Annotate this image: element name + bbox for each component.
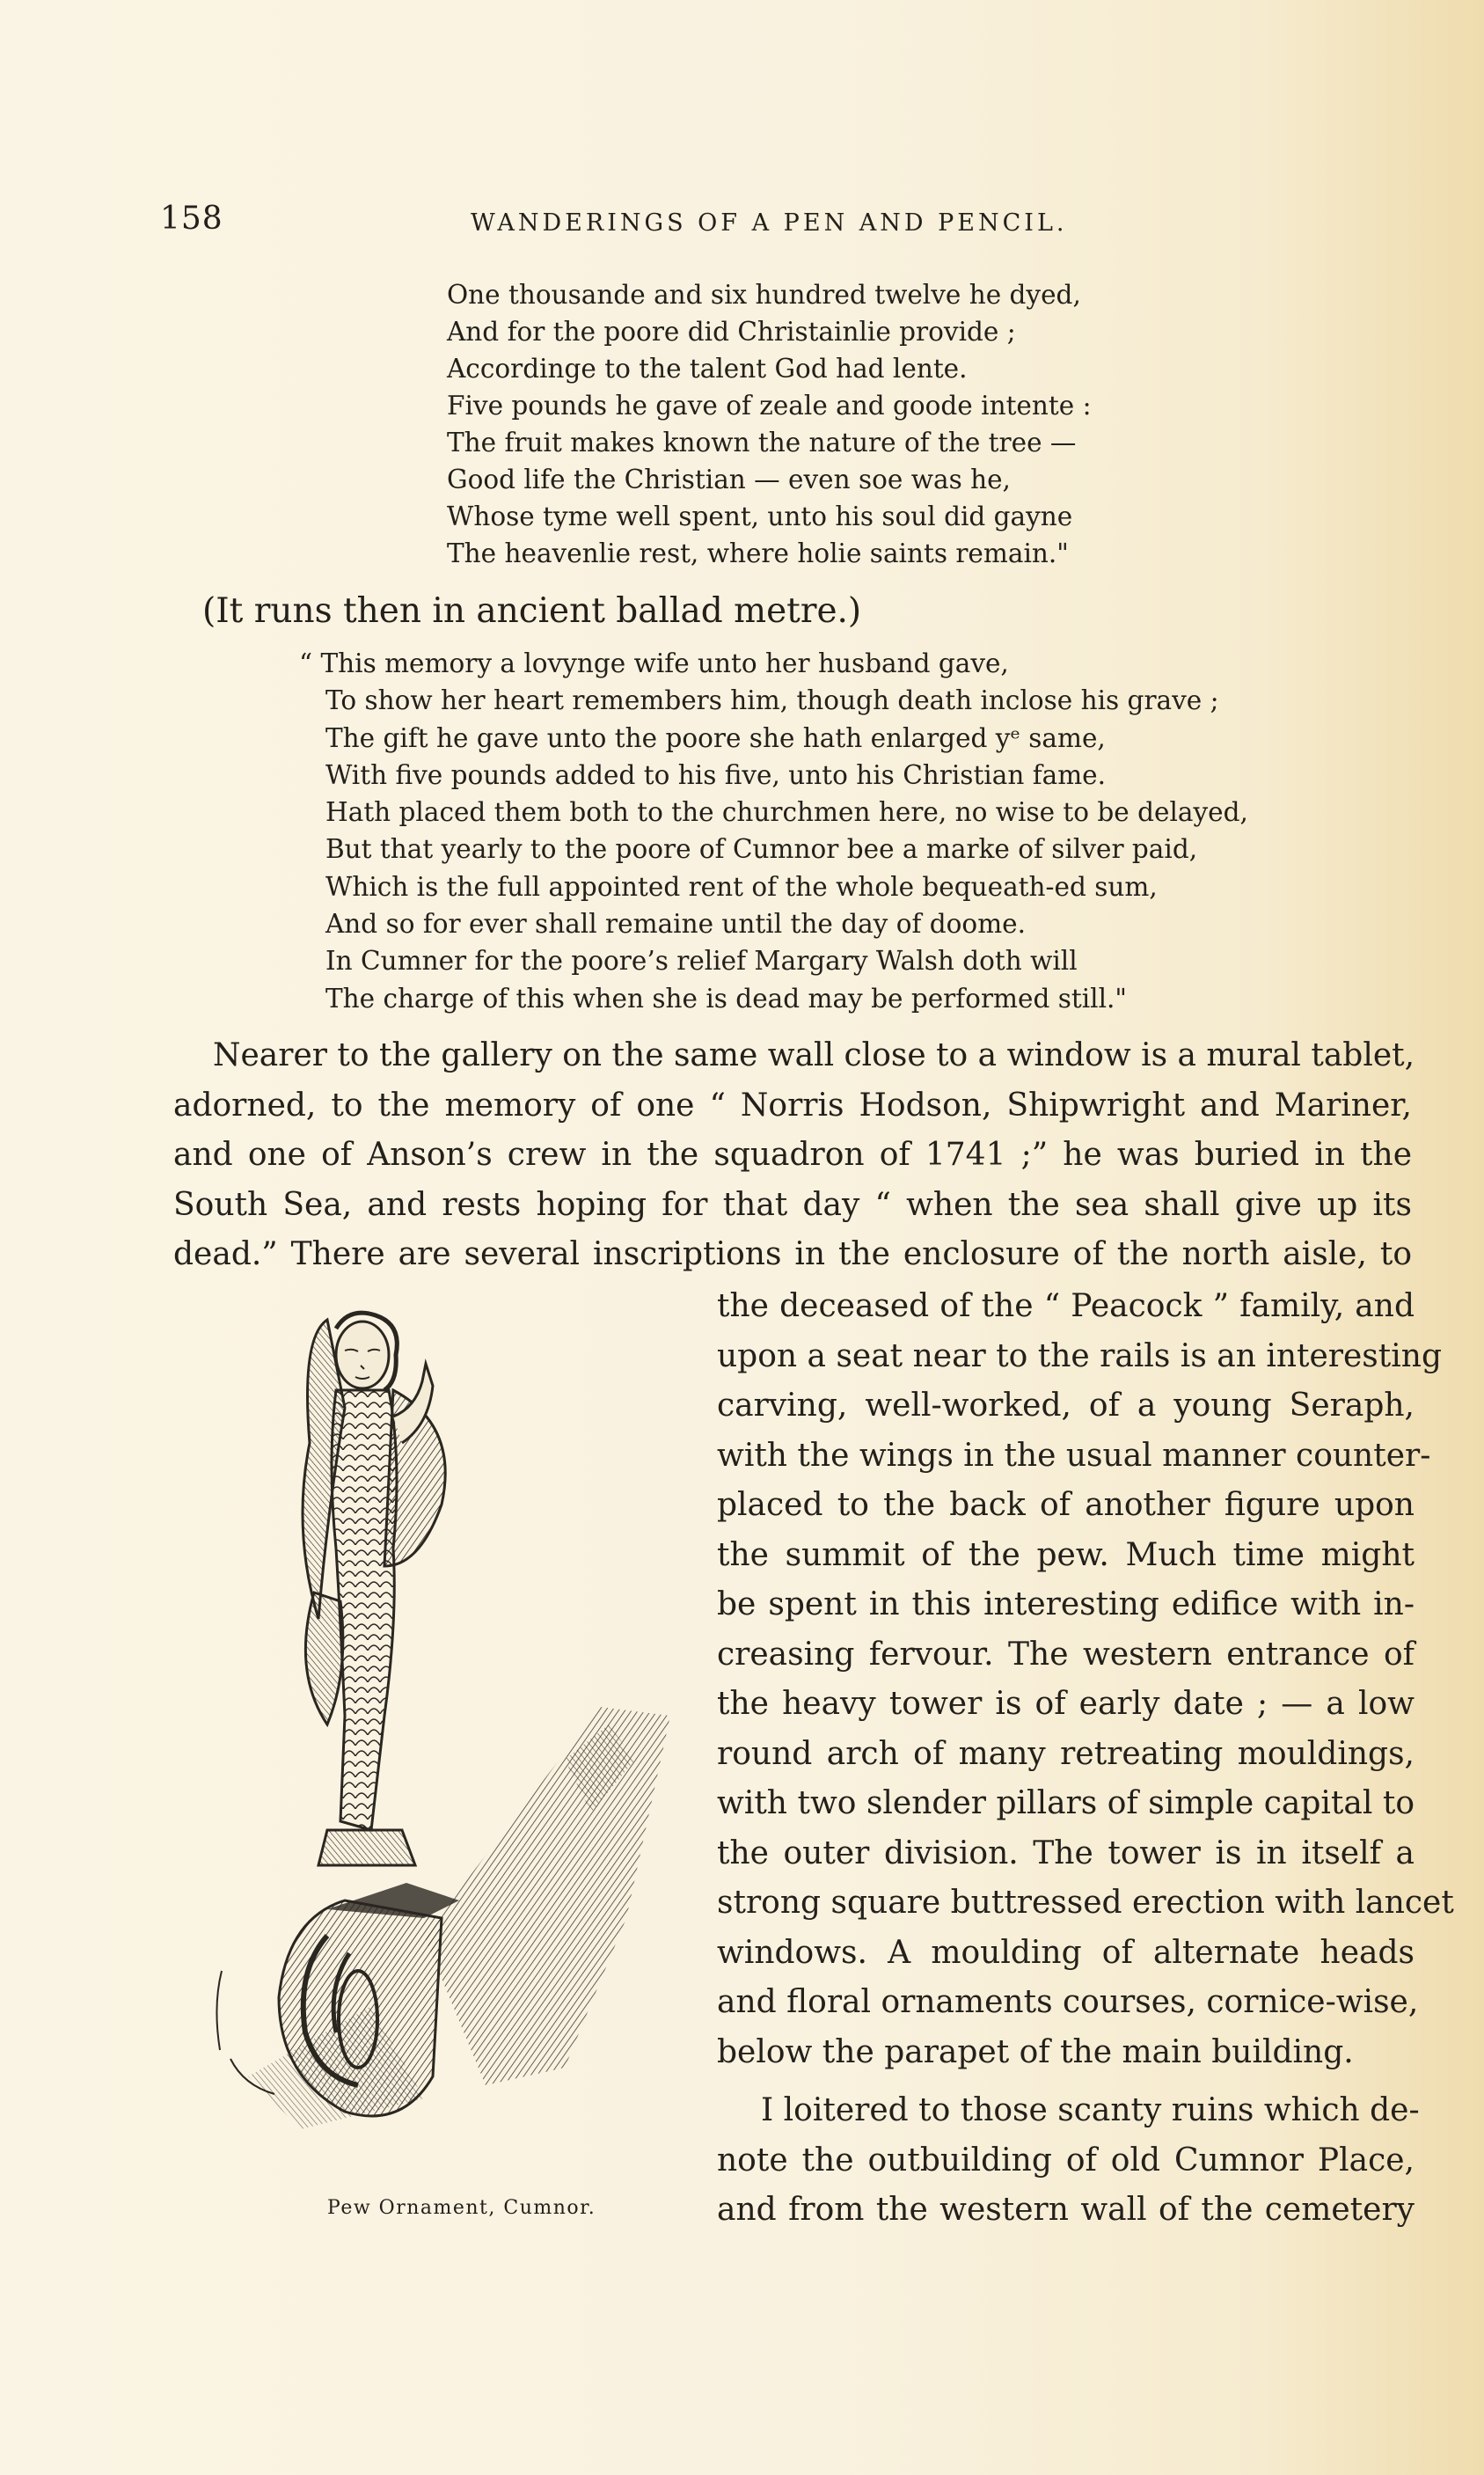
verse-line: “ This memory a lovynge wife unto her husband gave, <box>299 648 1009 678</box>
paragraph-line: placed to the back of another figure upon <box>717 1487 1415 1523</box>
verse-line: The heavenlie rest, where holie saints remain." <box>447 538 1069 568</box>
paragraph-line: be spent in this interesting edifice with in- <box>717 1586 1415 1622</box>
paragraph-line: and floral ornaments courses, cornice-wise, <box>717 1984 1419 2020</box>
paragraph-line: round arch of many retreating mouldings, <box>717 1735 1415 1772</box>
ballad-note: (It runs then in ancient ballad metre.) <box>202 591 862 631</box>
verse-line: And for the poore did Christainlie provide ; <box>447 317 1016 347</box>
body-paragraph-column-two <box>717 2086 1420 2236</box>
page-number: 158 <box>160 201 223 237</box>
verse-line: The gift he gave unto the poore she hath enlarged yᵉ same, <box>325 722 1106 753</box>
verse-line: With five pounds added to his five, unto his Christian fame. <box>325 759 1107 790</box>
paragraph-line: note the outbuilding of old Cumnor Place, <box>717 2142 1415 2178</box>
verse-line: And so for ever shall remaine until the day of doome. <box>325 909 1026 940</box>
epitaph-verse <box>447 276 1092 572</box>
verse-line: To show her heart remembers him, though death inclose his grave ; <box>325 685 1219 716</box>
verse-line: In Cumner for the poore’s relief Margary Walsh doth will <box>325 946 1078 977</box>
paragraph-line: upon a seat near to the rails is an interesting <box>717 1337 1442 1374</box>
ballad-verse <box>299 645 1248 1017</box>
paragraph-line: the summit of the pew. Much time might <box>717 1536 1415 1573</box>
paragraph-line: South Sea, and rests hoping for that day “ when the sea shall give up its <box>173 1186 1412 1223</box>
paragraph-line: strong square buttressed erection with lancet <box>717 1885 1454 1921</box>
verse-line: Hath placed them both to the churchmen here, no wise to be delayed, <box>325 797 1248 828</box>
verse-line: Which is the full appointed rent of the whole bequeath-ed sum, <box>325 871 1158 902</box>
verse-line: Good life the Christian — even soe was he, <box>447 465 1011 494</box>
verse-line: One thousande and six hundred twelve he dyed, <box>447 280 1081 310</box>
seraph-figure <box>303 1313 445 1865</box>
paragraph-line: with the wings in the usual manner counter- <box>717 1437 1431 1474</box>
illustration-caption: Pew Ornament, Cumnor. <box>327 2197 596 2219</box>
body-paragraph-column <box>717 1282 1454 2077</box>
running-title: WANDERINGS OF A PEN AND PENCIL. <box>471 209 1068 237</box>
paragraph-line: windows. A moulding of alternate heads <box>717 1934 1415 1971</box>
body-paragraph <box>173 1031 1415 1280</box>
paragraph-line: adorned, to the memory of one “ Norris Hodson, Shipwright and Mariner, <box>173 1087 1412 1124</box>
paragraph-line: carving, well-worked, of a young Seraph, <box>717 1388 1415 1424</box>
paragraph-line: the deceased of the “ Peacock ” family, and <box>717 1288 1415 1324</box>
verse-line: Whose tyme well spent, unto his soul did gayne <box>447 502 1073 531</box>
paragraph-line: Nearer to the gallery on the same wall close to a window is a mural tablet, <box>213 1037 1415 1073</box>
verse-line: The fruit makes known the nature of the tree — <box>447 428 1077 458</box>
verse-line: The charge of this when she is dead may be performed still." <box>325 983 1127 1014</box>
paragraph-line: the outer division. The tower is in itself a <box>717 1834 1415 1871</box>
verse-line: But that yearly to the poore of Cumnor bee a marke of silver paid, <box>325 834 1198 865</box>
verse-line: Five pounds he gave of zeale and goode intente : <box>447 391 1092 421</box>
paragraph-line: below the parapet of the main building. <box>717 2033 1354 2070</box>
paragraph-line: I loitered to those scanty ruins which de- <box>761 2092 1420 2128</box>
paragraph-line: creasing fervour. The western entrance of <box>717 1636 1415 1673</box>
verse-line: Accordinge to the talent God had lente. <box>447 354 968 384</box>
paragraph-line: and from the western wall of the cemetery <box>717 2192 1415 2228</box>
pew-ornament-illustration <box>195 1302 679 2173</box>
paragraph-line: and one of Anson’s crew in the squadron of 1741 ;” he was buried in the <box>173 1137 1412 1173</box>
paragraph-line: dead.” There are several inscriptions in the enclosure of the north aisle, to <box>173 1236 1412 1272</box>
paragraph-line: with two slender pillars of simple capital to <box>717 1785 1415 1821</box>
paragraph-line: the heavy tower is of early date ; — a low <box>717 1686 1415 1722</box>
